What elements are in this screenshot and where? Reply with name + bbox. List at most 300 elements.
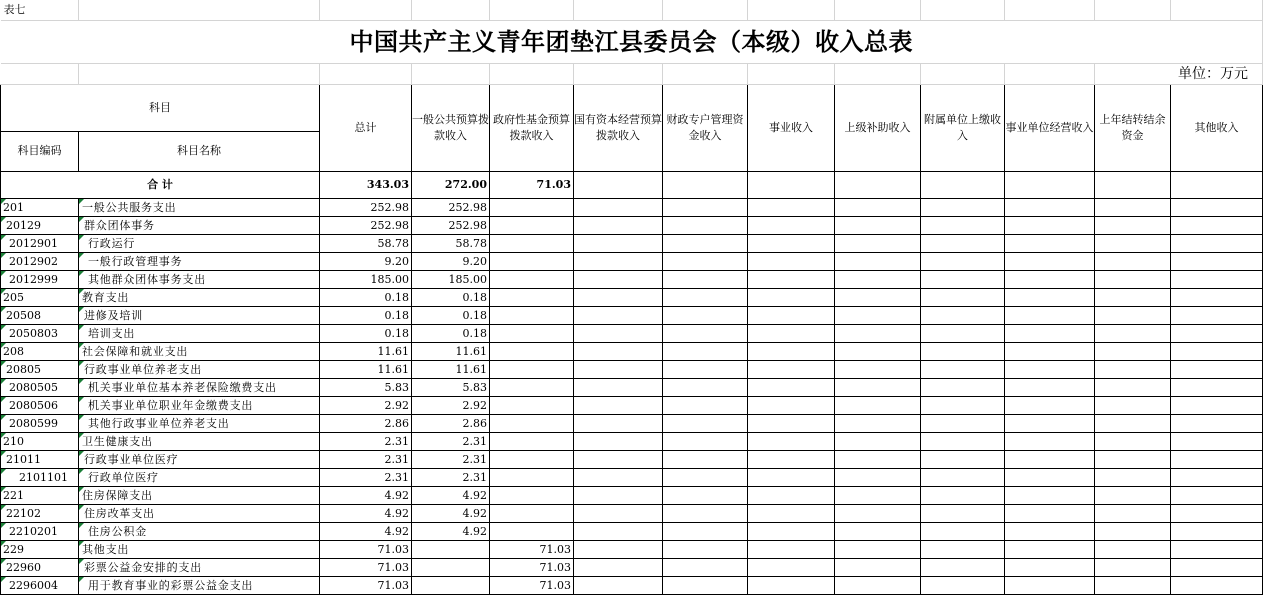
total-amount: 4.92 xyxy=(320,504,412,522)
general-budget-amount xyxy=(412,540,490,558)
empty-cell xyxy=(1005,468,1095,486)
empty-cell xyxy=(921,468,1005,486)
empty-cell xyxy=(1005,414,1095,432)
table-row xyxy=(1,414,1263,432)
empty-cell xyxy=(663,540,748,558)
subject-code: 22960 xyxy=(1,558,79,576)
table-row xyxy=(1,270,1263,288)
empty-cell xyxy=(1095,468,1171,486)
total-amount: 0.18 xyxy=(320,306,412,324)
empty-cell xyxy=(1005,396,1095,414)
empty-cell xyxy=(1005,198,1095,216)
subject-code: 221 xyxy=(1,486,79,504)
empty-cell xyxy=(1005,270,1095,288)
empty-cell xyxy=(663,306,748,324)
table-row xyxy=(1,468,1263,486)
header-col-business-income: 事业收入 xyxy=(748,84,835,171)
total-value xyxy=(574,171,663,198)
table-row xyxy=(1,486,1263,504)
empty-cell xyxy=(1095,360,1171,378)
subject-code: 21011 xyxy=(1,450,79,468)
empty-cell xyxy=(663,270,748,288)
unit-label: 单位：万元 xyxy=(1095,63,1263,84)
empty-cell xyxy=(921,216,1005,234)
tag-row xyxy=(1,0,1263,20)
subject-name: 其他群众团体事务支出 xyxy=(79,270,320,288)
subject-name: 其他行政事业单位养老支出 xyxy=(79,414,320,432)
empty-cell xyxy=(835,360,921,378)
empty-cell xyxy=(835,198,921,216)
general-budget-amount: 4.92 xyxy=(412,504,490,522)
empty-cell xyxy=(1095,504,1171,522)
general-budget-amount: 9.20 xyxy=(412,252,490,270)
empty-cell xyxy=(574,360,663,378)
subject-code: 22102 xyxy=(1,504,79,522)
general-budget-amount: 2.31 xyxy=(412,468,490,486)
subject-code: 20805 xyxy=(1,360,79,378)
empty-cell xyxy=(1095,234,1171,252)
empty-cell xyxy=(1171,360,1263,378)
empty-cell xyxy=(1171,396,1263,414)
empty-cell xyxy=(748,360,835,378)
total-value: 71.03 xyxy=(490,171,574,198)
general-budget-amount: 2.92 xyxy=(412,396,490,414)
empty-cell xyxy=(1095,396,1171,414)
empty-cell xyxy=(1171,306,1263,324)
empty-cell xyxy=(748,468,835,486)
table-row xyxy=(1,504,1263,522)
empty-cell xyxy=(574,396,663,414)
empty-cell xyxy=(835,558,921,576)
subject-code: 208 xyxy=(1,342,79,360)
header-col-fiscal-account: 财政专户管理资金收入 xyxy=(663,84,748,171)
empty-cell xyxy=(835,504,921,522)
total-value xyxy=(1095,171,1171,198)
empty-cell xyxy=(921,504,1005,522)
subject-name: 卫生健康支出 xyxy=(79,432,320,450)
empty-cell xyxy=(1095,558,1171,576)
empty-cell xyxy=(574,432,663,450)
empty-cell xyxy=(921,234,1005,252)
total-amount: 2.31 xyxy=(320,432,412,450)
empty-cell xyxy=(663,378,748,396)
empty-cell xyxy=(748,414,835,432)
header-row-1 xyxy=(1,84,1263,131)
gov-fund-amount xyxy=(490,414,574,432)
header-subject-name: 科目名称 xyxy=(79,131,320,171)
total-amount: 11.61 xyxy=(320,342,412,360)
empty-cell xyxy=(1005,252,1095,270)
general-budget-amount: 252.98 xyxy=(412,216,490,234)
empty-cell xyxy=(663,396,748,414)
page-title: 中国共产主义青年团垫江县委员会（本级）收入总表 xyxy=(1,20,1263,63)
empty-cell xyxy=(1005,576,1095,594)
empty-cell xyxy=(663,576,748,594)
empty-cell xyxy=(921,558,1005,576)
header-subject: 科目 xyxy=(1,84,320,131)
empty-cell xyxy=(1005,306,1095,324)
subject-code: 2012999 xyxy=(1,270,79,288)
general-budget-amount: 2.31 xyxy=(412,432,490,450)
gov-fund-amount xyxy=(490,396,574,414)
empty-cell xyxy=(748,450,835,468)
empty-cell xyxy=(748,396,835,414)
subject-name: 机关事业单位基本养老保险缴费支出 xyxy=(79,378,320,396)
subject-code: 2101101 xyxy=(1,468,79,486)
total-amount: 2.92 xyxy=(320,396,412,414)
empty-cell xyxy=(835,270,921,288)
empty-cell xyxy=(663,468,748,486)
empty-cell xyxy=(1005,378,1095,396)
total-amount: 4.92 xyxy=(320,486,412,504)
subject-code: 2210201 xyxy=(1,522,79,540)
empty-cell xyxy=(574,234,663,252)
empty-cell xyxy=(835,342,921,360)
empty-cell xyxy=(748,522,835,540)
header-col-superior-subsidy: 上级补助收入 xyxy=(835,84,921,171)
total-value xyxy=(1171,171,1263,198)
empty-cell xyxy=(748,234,835,252)
general-budget-amount: 11.61 xyxy=(412,342,490,360)
total-amount: 2.31 xyxy=(320,468,412,486)
empty-cell xyxy=(1005,234,1095,252)
empty-cell xyxy=(1171,324,1263,342)
gov-fund-amount xyxy=(490,198,574,216)
total-value xyxy=(1005,171,1095,198)
empty-cell xyxy=(1095,252,1171,270)
total-amount: 2.86 xyxy=(320,414,412,432)
empty-cell xyxy=(921,522,1005,540)
table-row xyxy=(1,234,1263,252)
empty-cell xyxy=(835,522,921,540)
empty-cell xyxy=(1005,324,1095,342)
empty-cell xyxy=(1095,522,1171,540)
gov-fund-amount xyxy=(490,216,574,234)
empty-cell xyxy=(1171,378,1263,396)
empty-cell xyxy=(1095,342,1171,360)
empty-cell xyxy=(574,504,663,522)
empty-cell xyxy=(574,414,663,432)
empty-cell xyxy=(1171,504,1263,522)
subject-name: 一般行政管理事务 xyxy=(79,252,320,270)
empty-cell xyxy=(1005,504,1095,522)
empty-cell xyxy=(1005,486,1095,504)
subject-code: 201 xyxy=(1,198,79,216)
total-amount: 252.98 xyxy=(320,198,412,216)
empty-cell xyxy=(748,432,835,450)
gov-fund-amount xyxy=(490,234,574,252)
empty-cell xyxy=(748,504,835,522)
subject-name: 其他支出 xyxy=(79,540,320,558)
empty-cell xyxy=(1005,522,1095,540)
empty-cell xyxy=(835,216,921,234)
subject-code: 2080505 xyxy=(1,378,79,396)
gov-fund-amount xyxy=(490,504,574,522)
total-amount: 4.92 xyxy=(320,522,412,540)
empty-cell xyxy=(1171,486,1263,504)
header-col-total: 总计 xyxy=(320,84,412,171)
empty-cell xyxy=(921,378,1005,396)
subject-code: 2012902 xyxy=(1,252,79,270)
gov-fund-amount xyxy=(490,378,574,396)
total-value: 272.00 xyxy=(412,171,490,198)
empty-cell xyxy=(663,324,748,342)
total-value xyxy=(748,171,835,198)
table-row xyxy=(1,252,1263,270)
empty-cell xyxy=(663,432,748,450)
gov-fund-amount: 71.03 xyxy=(490,576,574,594)
gov-fund-amount xyxy=(490,468,574,486)
table-row xyxy=(1,396,1263,414)
empty-cell xyxy=(1095,216,1171,234)
empty-cell xyxy=(1171,522,1263,540)
empty-cell xyxy=(663,288,748,306)
subject-code: 2080506 xyxy=(1,396,79,414)
empty-cell xyxy=(663,360,748,378)
title-row xyxy=(1,20,1263,63)
subject-name: 教育支出 xyxy=(79,288,320,306)
total-amount: 71.03 xyxy=(320,558,412,576)
empty-cell xyxy=(574,342,663,360)
general-budget-amount: 252.98 xyxy=(412,198,490,216)
gov-fund-amount xyxy=(490,288,574,306)
header-col-gov-fund: 政府性基金预算拨款收入 xyxy=(490,84,574,171)
empty-cell xyxy=(921,540,1005,558)
empty-cell xyxy=(663,504,748,522)
empty-cell xyxy=(574,270,663,288)
subject-name: 行政事业单位医疗 xyxy=(79,450,320,468)
empty-cell xyxy=(663,522,748,540)
subject-name: 一般公共服务支出 xyxy=(79,198,320,216)
empty-cell xyxy=(1095,540,1171,558)
empty-cell xyxy=(1171,198,1263,216)
empty-cell xyxy=(1171,270,1263,288)
empty-cell xyxy=(574,216,663,234)
empty-cell xyxy=(574,288,663,306)
gov-fund-amount: 71.03 xyxy=(490,540,574,558)
empty-cell xyxy=(1005,540,1095,558)
empty-cell xyxy=(1005,288,1095,306)
unit-row xyxy=(1,63,1263,84)
empty-cell xyxy=(1171,468,1263,486)
gov-fund-amount xyxy=(490,342,574,360)
empty-cell xyxy=(748,288,835,306)
gov-fund-amount xyxy=(490,360,574,378)
empty-cell xyxy=(921,306,1005,324)
empty-cell xyxy=(1005,216,1095,234)
empty-cell xyxy=(835,450,921,468)
empty-cell xyxy=(835,396,921,414)
empty-cell xyxy=(921,198,1005,216)
empty-cell xyxy=(663,414,748,432)
table-row xyxy=(1,522,1263,540)
empty-cell xyxy=(663,450,748,468)
empty-cell xyxy=(835,576,921,594)
empty-cell xyxy=(1095,414,1171,432)
total-label: 合 计 xyxy=(1,171,320,198)
subject-code: 2050803 xyxy=(1,324,79,342)
empty-cell xyxy=(748,576,835,594)
empty-cell xyxy=(1095,432,1171,450)
general-budget-amount: 58.78 xyxy=(412,234,490,252)
subject-code: 2296004 xyxy=(1,576,79,594)
header-col-other-income: 其他收入 xyxy=(1171,84,1263,171)
header-col-general-budget: 一般公共预算拨款收入 xyxy=(412,84,490,171)
table-number-label: 表七 xyxy=(1,0,79,20)
table-row xyxy=(1,216,1263,234)
empty-cell xyxy=(574,324,663,342)
empty-cell xyxy=(835,306,921,324)
total-amount: 185.00 xyxy=(320,270,412,288)
empty-cell xyxy=(663,558,748,576)
gov-fund-amount xyxy=(490,270,574,288)
empty-cell xyxy=(1095,306,1171,324)
empty-cell xyxy=(921,576,1005,594)
empty-cell xyxy=(574,198,663,216)
table-row xyxy=(1,432,1263,450)
empty-cell xyxy=(921,486,1005,504)
empty-cell xyxy=(921,342,1005,360)
empty-cell xyxy=(663,252,748,270)
total-amount: 9.20 xyxy=(320,252,412,270)
subject-code: 20508 xyxy=(1,306,79,324)
table-row xyxy=(1,198,1263,216)
empty-cell xyxy=(1171,234,1263,252)
general-budget-amount: 0.18 xyxy=(412,288,490,306)
subject-name: 培训支出 xyxy=(79,324,320,342)
empty-cell xyxy=(921,270,1005,288)
total-value xyxy=(921,171,1005,198)
empty-cell xyxy=(1005,432,1095,450)
empty-cell xyxy=(748,540,835,558)
header-subject-code: 科目编码 xyxy=(1,131,79,171)
empty-cell xyxy=(663,234,748,252)
table-row xyxy=(1,450,1263,468)
general-budget-amount: 4.92 xyxy=(412,522,490,540)
subject-code: 2080599 xyxy=(1,414,79,432)
header-col-operating-income: 事业单位经营收入 xyxy=(1005,84,1095,171)
total-value xyxy=(835,171,921,198)
general-budget-amount: 11.61 xyxy=(412,360,490,378)
subject-code: 20129 xyxy=(1,216,79,234)
empty-cell xyxy=(835,486,921,504)
empty-cell xyxy=(921,432,1005,450)
empty-cell xyxy=(748,378,835,396)
subject-name: 机关事业单位职业年金缴费支出 xyxy=(79,396,320,414)
total-amount: 5.83 xyxy=(320,378,412,396)
table-row xyxy=(1,342,1263,360)
subject-name: 住房公积金 xyxy=(79,522,320,540)
empty-cell xyxy=(1171,252,1263,270)
general-budget-amount: 4.92 xyxy=(412,486,490,504)
empty-cell xyxy=(748,486,835,504)
empty-cell xyxy=(1171,450,1263,468)
gov-fund-amount xyxy=(490,522,574,540)
empty-cell xyxy=(1005,450,1095,468)
total-amount: 0.18 xyxy=(320,324,412,342)
empty-cell xyxy=(748,216,835,234)
gov-fund-amount xyxy=(490,252,574,270)
total-value xyxy=(663,171,748,198)
empty-cell xyxy=(1005,342,1095,360)
subject-name: 住房保障支出 xyxy=(79,486,320,504)
empty-cell xyxy=(1171,540,1263,558)
empty-cell xyxy=(1005,558,1095,576)
empty-cell xyxy=(1005,360,1095,378)
general-budget-amount: 5.83 xyxy=(412,378,490,396)
empty-cell xyxy=(1095,378,1171,396)
empty-cell xyxy=(835,234,921,252)
subject-code: 210 xyxy=(1,432,79,450)
total-amount: 71.03 xyxy=(320,576,412,594)
empty-cell xyxy=(574,450,663,468)
gov-fund-amount xyxy=(490,324,574,342)
empty-cell xyxy=(921,252,1005,270)
table-row xyxy=(1,288,1263,306)
subject-name: 彩票公益金安排的支出 xyxy=(79,558,320,576)
subject-name: 行政事业单位养老支出 xyxy=(79,360,320,378)
subject-code: 229 xyxy=(1,540,79,558)
header-col-state-capital: 国有资本经营预算拨款收入 xyxy=(574,84,663,171)
empty-cell xyxy=(835,288,921,306)
empty-cell xyxy=(574,468,663,486)
total-amount: 0.18 xyxy=(320,288,412,306)
empty-cell xyxy=(748,306,835,324)
empty-cell xyxy=(574,378,663,396)
general-budget-amount: 2.31 xyxy=(412,450,490,468)
total-row xyxy=(1,171,1263,198)
subject-name: 社会保障和就业支出 xyxy=(79,342,320,360)
table-row xyxy=(1,324,1263,342)
subject-code: 205 xyxy=(1,288,79,306)
empty-cell xyxy=(921,324,1005,342)
empty-cell xyxy=(1171,576,1263,594)
empty-cell xyxy=(1095,198,1171,216)
empty-cell xyxy=(1171,288,1263,306)
empty-cell xyxy=(1171,558,1263,576)
gov-fund-amount xyxy=(490,486,574,504)
empty-cell xyxy=(921,414,1005,432)
total-amount: 252.98 xyxy=(320,216,412,234)
total-value: 343.03 xyxy=(320,171,412,198)
table-row xyxy=(1,558,1263,576)
empty-cell xyxy=(748,198,835,216)
empty-cell xyxy=(574,252,663,270)
empty-cell xyxy=(835,468,921,486)
empty-cell xyxy=(663,486,748,504)
empty-cell xyxy=(835,414,921,432)
empty-cell xyxy=(835,378,921,396)
empty-cell xyxy=(1095,576,1171,594)
total-amount: 11.61 xyxy=(320,360,412,378)
empty-cell xyxy=(574,558,663,576)
empty-cell xyxy=(1095,486,1171,504)
subject-name: 用于教育事业的彩票公益金支出 xyxy=(79,576,320,594)
total-amount: 58.78 xyxy=(320,234,412,252)
empty-cell xyxy=(1095,270,1171,288)
empty-cell xyxy=(663,342,748,360)
empty-cell xyxy=(835,252,921,270)
general-budget-amount: 185.00 xyxy=(412,270,490,288)
table-row xyxy=(1,576,1263,594)
empty-cell xyxy=(574,306,663,324)
header-col-affiliated-units: 附属单位上缴收入 xyxy=(921,84,1005,171)
empty-cell xyxy=(921,396,1005,414)
general-budget-amount: 0.18 xyxy=(412,306,490,324)
empty-cell xyxy=(1095,288,1171,306)
gov-fund-amount: 71.03 xyxy=(490,558,574,576)
empty-cell xyxy=(748,342,835,360)
